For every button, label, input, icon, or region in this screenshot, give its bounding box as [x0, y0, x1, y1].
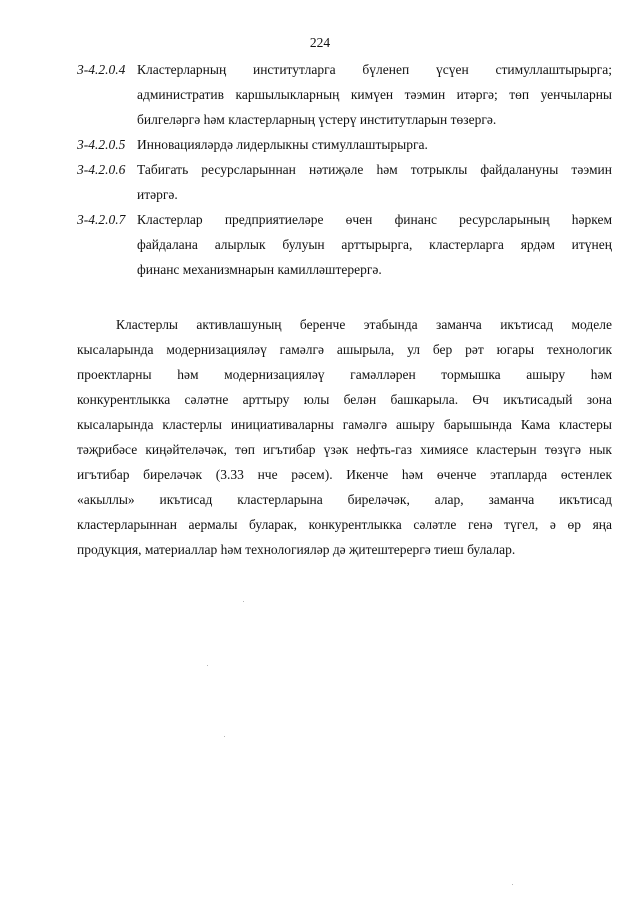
scan-speck — [224, 736, 225, 737]
item-code: 3-4.2.0.7 — [77, 212, 126, 227]
paragraph-line: кысаларында модернизацияләү гамәлгә ашырыла, ул бер рәт югары технологик — [77, 342, 612, 357]
paragraph-line: тәҗрибәсе киңәйтеләчәк, төп игътибар үзәк нефть-газ химиясе кластерын төзүгә нык — [77, 442, 612, 457]
scan-speck — [512, 884, 513, 885]
paragraph-line: кысаларында кластерлы инициативаларны гамәлгә ашыру барышында Кама кластеры — [77, 417, 612, 432]
item-line: билгеләргә һәм кластерларның үстерү институтларын төзергә. — [137, 112, 497, 127]
page-number: 224 — [309, 35, 331, 50]
paragraph-line: конкурентлыкка сәләтне арттыру юлы белән башкарыла. Өч икътисадый зона — [77, 392, 612, 407]
item-line: Кластерларның институтларга бүленеп үсүен стимуллаштырырга; — [137, 62, 612, 77]
item-line: итәргә. — [137, 187, 178, 202]
item-line: Табигать ресурсларыннан нәтиҗәле һәм тотрыклы файдалануны тәэмин — [137, 162, 612, 177]
paragraph-line: «акыллы» икътисад кластерларына биреләчәк, алар, заманча икътисад — [77, 492, 612, 507]
item-code: 3-4.2.0.6 — [77, 162, 126, 177]
item-line: административ каршылыкларның кимүен тәэмин итәргә; төп уенчыларны — [137, 87, 612, 102]
paragraph-line: игътибар биреләчәк (3.33 нче рәсем). Икенче һәм өченче этапларда өстенлек — [77, 467, 612, 482]
item-code: 3-4.2.0.4 — [77, 62, 126, 77]
paragraph-line: проектларны һәм модернизацияләү гамәлләрен тормышка ашыру һәм — [77, 367, 612, 382]
item-line: Кластерлар предприятиеләре өчен финанс ресурсларының һәркем — [137, 212, 612, 227]
paragraph-line: продукция, материаллар һәм технологияләр дә җитештерергә тиеш булалар. — [77, 542, 516, 557]
scan-speck — [243, 601, 244, 602]
scan-speck — [207, 665, 208, 666]
item-line: Инновацияләрдә лидерлыкны стимуллаштырырга. — [137, 137, 428, 152]
paragraph-line: кластерларыннан аермалы буларак, конкурентлыкка сәләтле генә түгел, ә өр яңа — [77, 517, 612, 532]
item-code: 3-4.2.0.5 — [77, 137, 126, 152]
item-line: файдалана алырлык булуын арттырырга, кластерларга ярдәм итүнең — [137, 237, 612, 252]
paragraph-line: Кластерлы активлашуның беренче этабында заманча икътисад моделе — [116, 317, 612, 332]
item-line: финанс механизмнарын камилләштерергә. — [137, 262, 382, 277]
